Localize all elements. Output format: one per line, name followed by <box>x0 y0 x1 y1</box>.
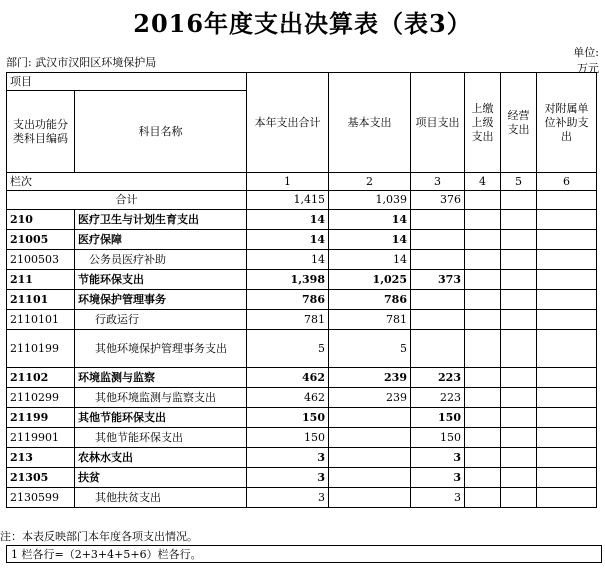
table-row <box>7 270 597 290</box>
row-empty-cell <box>537 250 597 270</box>
row-total: 462 <box>247 368 329 388</box>
column-index: 5 <box>501 173 537 191</box>
row-basic: 239 <box>329 388 411 408</box>
row-total: 1,398 <box>247 270 329 290</box>
header-upper: 上缴上级支出 <box>465 73 501 173</box>
row-subject-name: 其他环境保护管理事务支出 <box>75 330 247 368</box>
row-empty-cell <box>537 448 597 468</box>
row-empty-cell <box>501 388 537 408</box>
table-row <box>7 448 597 468</box>
row-empty-cell <box>501 270 537 290</box>
header-project: 项目 <box>7 73 247 91</box>
row-empty-cell <box>537 468 597 488</box>
row-subject-name: 农林水支出 <box>75 448 247 468</box>
row-empty-cell <box>501 330 537 368</box>
row-empty-cell <box>537 230 597 250</box>
row-empty-cell <box>465 468 501 488</box>
row-code: 211 <box>7 270 75 290</box>
total-row-total: 1,415 <box>247 191 329 210</box>
row-empty-cell <box>537 488 597 508</box>
table-row <box>7 230 597 250</box>
row-basic: 1,025 <box>329 270 411 290</box>
row-total: 786 <box>247 290 329 310</box>
row-project: 3 <box>411 468 465 488</box>
row-total: 14 <box>247 210 329 230</box>
row-total: 3 <box>247 448 329 468</box>
unit-label: 单位: <box>573 46 599 59</box>
row-basic: 786 <box>329 290 411 310</box>
note-line-1: 注：本表反映部门本年度各项支出情况。 <box>0 530 198 543</box>
row-code: 2110299 <box>7 388 75 408</box>
row-total: 3 <box>247 468 329 488</box>
column-index: 4 <box>465 173 501 191</box>
table-row <box>7 290 597 310</box>
total-row-label: 合计 <box>7 191 247 210</box>
row-empty-cell <box>501 230 537 250</box>
header-subject-name: 科目名称 <box>75 91 247 173</box>
row-subject-name: 环境保护管理事务 <box>75 290 247 310</box>
row-project: 223 <box>411 388 465 408</box>
row-code: 21101 <box>7 290 75 310</box>
row-code: 21005 <box>7 230 75 250</box>
row-empty-cell <box>501 468 537 488</box>
header-project-exp: 项目支出 <box>411 73 465 173</box>
row-empty-cell <box>501 250 537 270</box>
table-row <box>7 330 597 368</box>
header-total: 本年支出合计 <box>247 73 329 173</box>
header-basic: 基本支出 <box>329 73 411 173</box>
row-code: 2110101 <box>7 310 75 330</box>
row-subject-name: 其他节能环保支出 <box>75 408 247 428</box>
row-empty-cell <box>465 310 501 330</box>
row-empty-cell <box>465 330 501 368</box>
row-project: 150 <box>411 428 465 448</box>
total-row-basic: 1,039 <box>329 191 411 210</box>
row-empty-cell <box>501 310 537 330</box>
row-subject-name: 其他环境监测与监察支出 <box>75 388 247 408</box>
expenditure-table <box>6 72 597 508</box>
row-empty-cell <box>537 408 597 428</box>
row-project <box>411 210 465 230</box>
row-empty-cell <box>537 428 597 448</box>
row-code: 2119901 <box>7 428 75 448</box>
row-empty-cell <box>465 388 501 408</box>
note-line-2: 1 栏各行=（2+3+4+5+6）栏各行。 <box>6 545 602 563</box>
row-total: 150 <box>247 428 329 448</box>
row-code: 213 <box>7 448 75 468</box>
row-basic <box>329 468 411 488</box>
row-code: 21102 <box>7 368 75 388</box>
row-empty-cell <box>537 270 597 290</box>
row-empty-cell <box>537 330 597 368</box>
header-business: 经营支出 <box>501 73 537 173</box>
row-basic: 14 <box>329 210 411 230</box>
row-basic: 14 <box>329 250 411 270</box>
row-empty-cell <box>465 250 501 270</box>
row-project <box>411 250 465 270</box>
row-project <box>411 310 465 330</box>
column-index: 3 <box>411 173 465 191</box>
row-empty-cell <box>465 270 501 290</box>
row-empty-cell <box>501 448 537 468</box>
row-empty-cell <box>465 488 501 508</box>
row-basic: 781 <box>329 310 411 330</box>
row-basic <box>329 448 411 468</box>
unit-value: 万元 <box>577 62 599 75</box>
table-row <box>7 468 597 488</box>
row-project <box>411 330 465 368</box>
row-subject-name: 医疗保障 <box>75 230 247 250</box>
column-index: 2 <box>329 173 411 191</box>
row-code: 2110199 <box>7 330 75 368</box>
table-row <box>7 388 597 408</box>
row-code: 2130599 <box>7 488 75 508</box>
page-title: 2016年度支出决算表（表3） <box>133 9 472 38</box>
row-empty-cell <box>465 230 501 250</box>
row-empty-cell <box>501 368 537 388</box>
row-subject-name: 行政运行 <box>75 310 247 330</box>
row-empty-cell <box>501 290 537 310</box>
row-project: 223 <box>411 368 465 388</box>
table-row <box>7 250 597 270</box>
row-subject-name: 公务员医疗补助 <box>75 250 247 270</box>
row-basic: 14 <box>329 230 411 250</box>
row-code: 210 <box>7 210 75 230</box>
row-empty-cell <box>537 368 597 388</box>
row-basic <box>329 408 411 428</box>
row-empty-cell <box>501 408 537 428</box>
department-label: 部门: 武汉市汉阳区环境保护局 <box>6 56 157 69</box>
row-empty-cell <box>465 408 501 428</box>
row-code: 2100503 <box>7 250 75 270</box>
header-func-code: 支出功能分类科目编码 <box>7 91 75 173</box>
column-index: 6 <box>537 173 597 191</box>
total-row-project: 376 <box>411 191 465 210</box>
row-empty-cell <box>501 428 537 448</box>
table-row <box>7 368 597 388</box>
row-empty-cell <box>501 210 537 230</box>
row-empty-cell <box>537 210 597 230</box>
row-total: 5 <box>247 330 329 368</box>
table-row <box>7 310 597 330</box>
row-basic <box>329 428 411 448</box>
header-subsidy: 对附属单位补助支出 <box>537 73 597 173</box>
row-total: 3 <box>247 488 329 508</box>
row-project: 3 <box>411 448 465 468</box>
table-row <box>7 488 597 508</box>
row-project: 150 <box>411 408 465 428</box>
row-project <box>411 230 465 250</box>
row-code: 21305 <box>7 468 75 488</box>
row-basic: 5 <box>329 330 411 368</box>
column-index: 1 <box>247 173 329 191</box>
row-empty-cell <box>465 448 501 468</box>
row-subject-name: 扶贫 <box>75 468 247 488</box>
row-empty-cell <box>465 210 501 230</box>
row-project <box>411 290 465 310</box>
table-row <box>7 428 597 448</box>
row-code: 21199 <box>7 408 75 428</box>
row-subject-name: 医疗卫生与计划生育支出 <box>75 210 247 230</box>
row-total: 14 <box>247 230 329 250</box>
row-project: 3 <box>411 488 465 508</box>
row-empty-cell <box>465 290 501 310</box>
row-basic: 239 <box>329 368 411 388</box>
row-empty-cell <box>465 428 501 448</box>
row-project: 373 <box>411 270 465 290</box>
table-row <box>7 210 597 230</box>
row-basic <box>329 488 411 508</box>
row-subject-name: 其他扶贫支出 <box>75 488 247 508</box>
row-empty-cell <box>537 310 597 330</box>
row-total: 462 <box>247 388 329 408</box>
table-row <box>7 408 597 428</box>
column-index-label: 栏次 <box>7 173 247 191</box>
row-empty-cell <box>465 368 501 388</box>
row-empty-cell <box>501 488 537 508</box>
row-subject-name: 环境监测与监察 <box>75 368 247 388</box>
row-total: 14 <box>247 250 329 270</box>
row-empty-cell <box>537 388 597 408</box>
row-subject-name: 节能环保支出 <box>75 270 247 290</box>
row-empty-cell <box>537 290 597 310</box>
row-subject-name: 其他节能环保支出 <box>75 428 247 448</box>
row-total: 781 <box>247 310 329 330</box>
row-total: 150 <box>247 408 329 428</box>
